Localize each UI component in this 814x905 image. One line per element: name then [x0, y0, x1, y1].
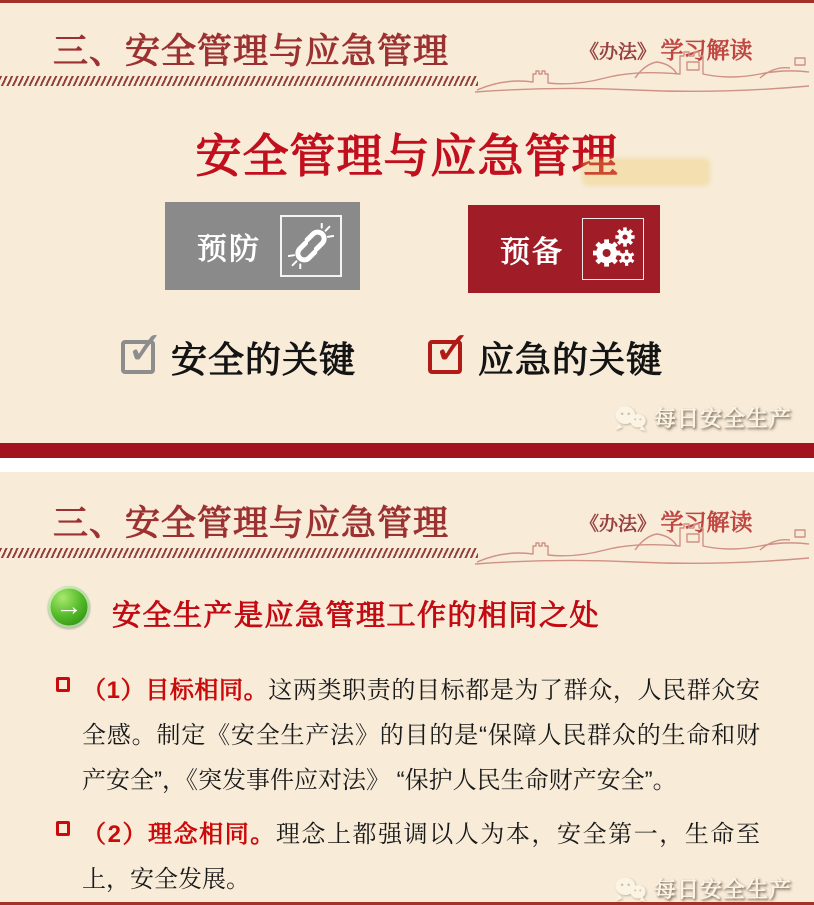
wechat-icon — [614, 875, 648, 903]
square-bullet-icon — [56, 677, 70, 692]
bullet-text — [82, 668, 760, 803]
bullet-label: （2）理念相同。 — [82, 821, 276, 848]
preparedness-box — [468, 205, 660, 293]
preparedness-box-label: 预备 — [500, 236, 564, 269]
watermark — [614, 402, 792, 433]
emergency-key-label: 应急的关键 — [478, 338, 664, 380]
broken-link-icon — [280, 215, 342, 277]
safety-key-item — [121, 322, 357, 384]
safety-key-label: 安全的关键 — [171, 338, 357, 380]
faint-watermark — [582, 158, 710, 186]
subtitle-book-name: 《办法》 — [580, 514, 657, 535]
watermark-text: 每日安全生产 — [653, 877, 792, 902]
watermark-text: 每日安全生产 — [653, 406, 792, 431]
checkmark-icon: ✓ — [433, 322, 472, 374]
prevention-box-label: 预防 — [197, 233, 261, 266]
key-points-row — [0, 322, 814, 384]
great-wall-illustration-icon — [475, 44, 810, 94]
bullet-body: 理念上都强调以人为本，安全第一，生命至上，安全发展。 — [82, 821, 760, 893]
hatched-divider — [0, 76, 478, 86]
subtitle-rest: 学习解读 — [660, 509, 753, 535]
bullet-body: 这两类职责的目标都是为了群众，人民群众安全感。制定《安全生产法》的目的是“保障人民群众的生命和财产安全”，《突发事件应对法》 “保护人民生命财产安全”。 — [82, 677, 760, 794]
green-arrow-icon — [48, 586, 90, 628]
slide-divider-bar — [0, 443, 814, 458]
subtitle-book-name: 《办法》 — [580, 42, 657, 63]
bullet-item-1 — [56, 668, 766, 803]
hatched-divider — [0, 548, 478, 558]
wechat-icon — [614, 404, 648, 432]
watermark — [614, 873, 792, 904]
main-title: 安全管理与应急管理 — [195, 130, 619, 182]
slide-2 — [0, 472, 814, 905]
subtitle-rest: 学习解读 — [660, 37, 753, 63]
checkbox-red-icon — [428, 322, 472, 374]
checkbox-gray-icon — [121, 322, 165, 374]
great-wall-illustration-icon — [475, 516, 810, 566]
slide-header-title: 三、安全管理与应急管理 — [53, 504, 450, 543]
emergency-key-item — [428, 322, 664, 384]
right-arrow-glyph: → — [55, 590, 83, 621]
prevention-box — [165, 202, 360, 290]
square-bullet-icon — [56, 821, 70, 836]
slide-header-title: 三、安全管理与应急管理 — [53, 32, 450, 71]
section-heading: 安全生产是应急管理工作的相同之处 — [112, 600, 601, 632]
gears-icon — [582, 218, 644, 280]
checkmark-icon: ✓ — [126, 322, 165, 374]
top-accent-line — [0, 0, 814, 3]
bullet-label: （1）目标相同。 — [82, 677, 269, 704]
